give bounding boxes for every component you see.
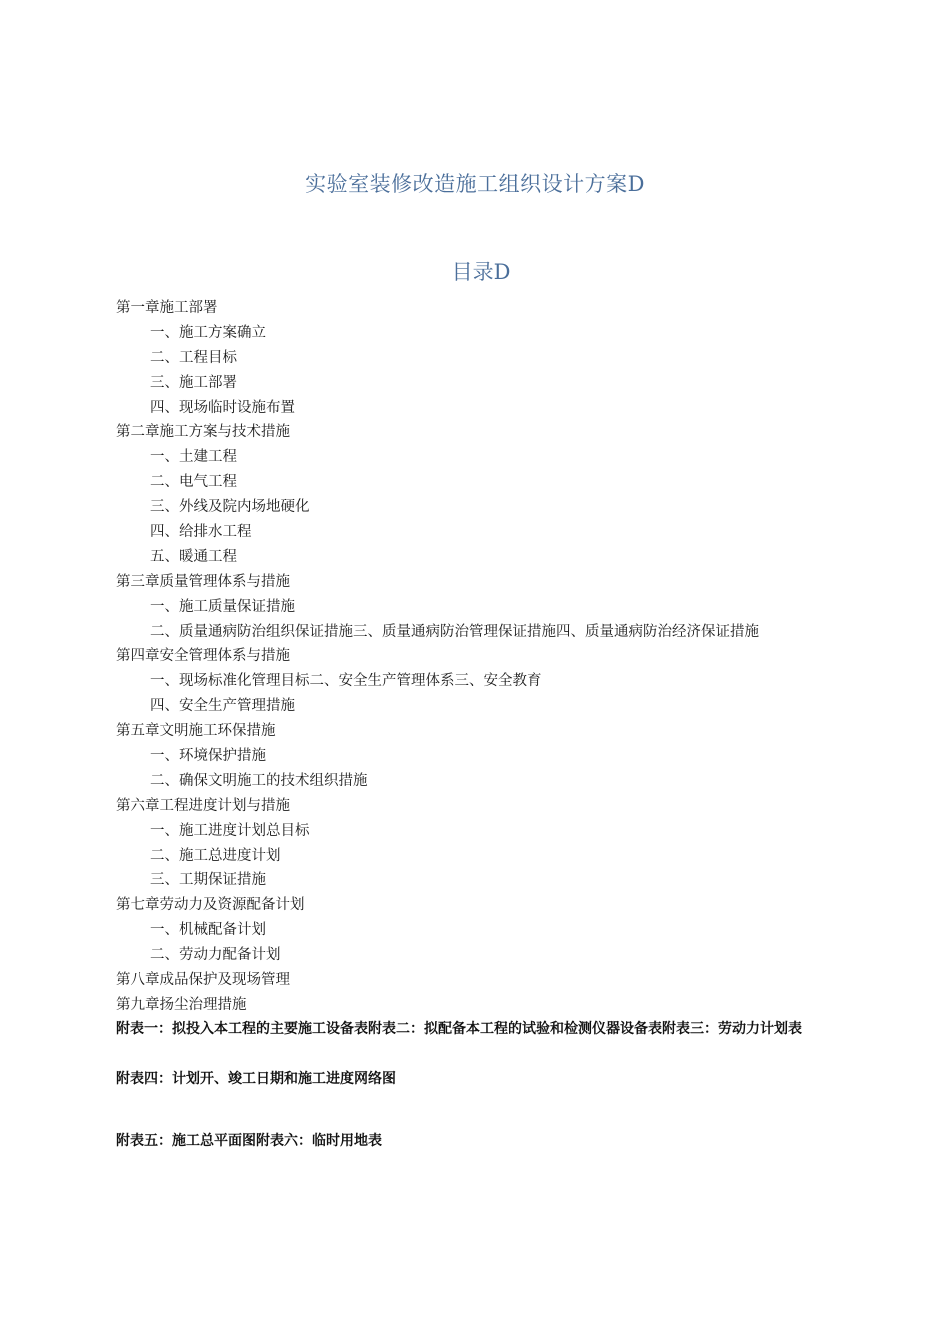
toc-section-entry: 一、土建工程 bbox=[150, 449, 237, 466]
toc-section-entry: 二、质量通病防治组织保证措施三、质量通病防治管理保证措施四、质量通病防治经济保证措施 bbox=[150, 623, 759, 640]
document-title: 实验室装修改造施工组织设计方案D bbox=[305, 172, 645, 196]
toc-section-entry: 一、施工方案确立 bbox=[150, 324, 266, 341]
toc-chapter-entry: 第六章工程进度计划与措施 bbox=[116, 797, 290, 814]
toc-chapter-entry: 第七章劳动力及资源配备计划 bbox=[116, 897, 305, 914]
toc-section-entry: 一、环境保护措施 bbox=[150, 748, 266, 765]
toc-section-entry: 一、施工进度计划总目标 bbox=[150, 822, 310, 839]
toc-section-entry: 二、电气工程 bbox=[150, 474, 237, 491]
table-of-contents bbox=[116, 296, 846, 1018]
toc-section-entry: 三、外线及院内场地硬化 bbox=[150, 499, 310, 516]
appendix-line-3: 附表五：施工总平面图附表六：临时用地表 bbox=[116, 1133, 382, 1149]
toc-chapter-entry: 第四章安全管理体系与措施 bbox=[116, 648, 290, 665]
toc-section-entry: 一、现场标准化管理目标二、安全生产管理体系三、安全教育 bbox=[150, 673, 542, 690]
toc-heading: 目录D bbox=[451, 260, 511, 284]
toc-section-entry: 二、确保文明施工的技术组织措施 bbox=[150, 772, 368, 789]
toc-section-entry: 四、给排水工程 bbox=[150, 524, 252, 541]
appendix-line-1: 附表一：拟投入本工程的主要施工设备表附表二：拟配备本工程的试验和检测仪器设备表附表三：劳动力计划表 bbox=[116, 1021, 802, 1037]
toc-section-entry: 二、劳动力配备计划 bbox=[150, 947, 281, 964]
toc-section-entry: 五、暖通工程 bbox=[150, 548, 237, 565]
toc-section-entry: 一、施工质量保证措施 bbox=[150, 598, 295, 615]
appendix-line-2: 附表四：计划开、竣工日期和施工进度网络图 bbox=[116, 1071, 396, 1087]
toc-chapter-entry: 第九章扬尘治理措施 bbox=[116, 996, 247, 1013]
toc-chapter-entry: 第八章成品保护及现场管理 bbox=[116, 972, 290, 989]
toc-section-entry: 三、施工部署 bbox=[150, 374, 237, 391]
toc-chapter-entry: 第二章施工方案与技术措施 bbox=[116, 424, 290, 441]
toc-chapter-entry: 第一章施工部署 bbox=[116, 300, 218, 316]
toc-section-entry: 一、机械配备计划 bbox=[150, 922, 266, 939]
toc-chapter-entry: 第三章质量管理体系与措施 bbox=[116, 573, 290, 590]
toc-section-entry: 三、工期保证措施 bbox=[150, 872, 266, 889]
toc-section-entry: 二、工程目标 bbox=[150, 349, 237, 366]
toc-chapter-entry: 第五章文明施工环保措施 bbox=[116, 723, 276, 740]
toc-section-entry: 二、施工总进度计划 bbox=[150, 847, 281, 864]
toc-section-entry: 四、现场临时设施布置 bbox=[150, 399, 295, 416]
toc-section-entry: 四、安全生产管理措施 bbox=[150, 698, 295, 715]
